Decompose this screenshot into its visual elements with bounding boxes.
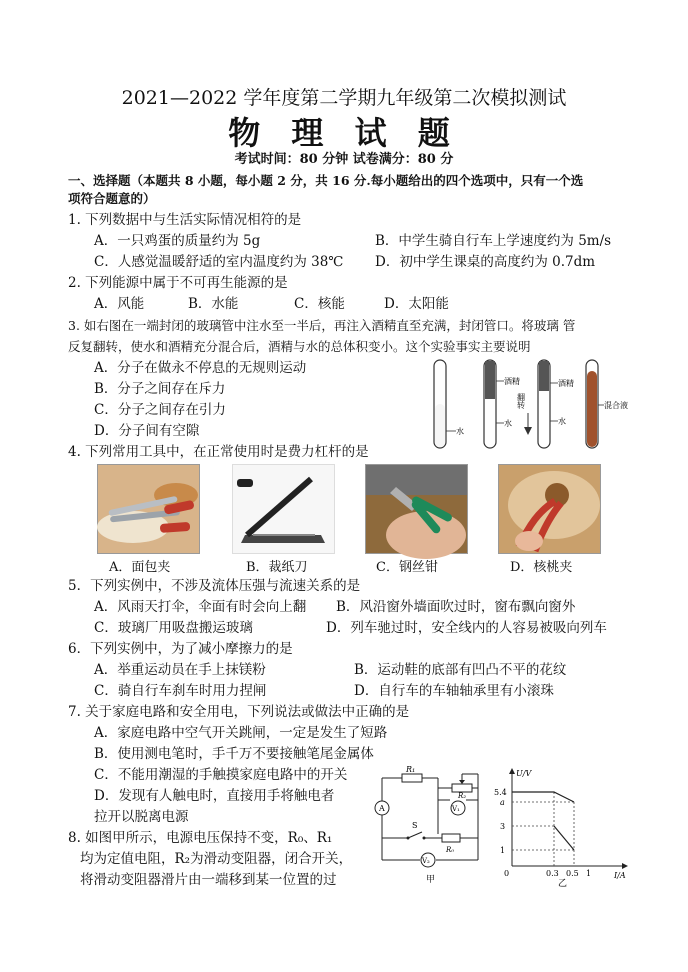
tube3-water-label: 水 [558,417,566,426]
q1-option-d: D．初中学生课桌的高度约为 0.7dm [375,254,596,270]
nutcracker-photo [498,464,601,554]
q2-option-b: B．水能 [188,296,239,312]
q1-option-b: B．中学生骑自行车上学速度约为 5m/s [375,233,612,249]
rheostat-r2 [452,784,472,792]
q5-option-b: B．风沿窗外墙面吹过时，窗布飘向窗外 [336,599,576,615]
q1-option-c: C．人感觉温暖舒适的室内温度约为 38℃ [94,254,344,270]
q5-option-d: D．列车驰过时，安全线内的人容易被吸向列车 [326,620,607,636]
q3-stem-line2: 反复翻转，使水和酒精充分混合后，酒精与水的总体积变小。这个实验事实主要说明 [68,339,531,354]
q2-option-a: A．风能 [94,296,145,312]
q4-option-c: C．钢丝钳 [376,560,438,575]
y-tick-3: 3 [500,822,506,831]
tube-mixture [586,360,628,448]
test-tube-figure [420,355,628,455]
q6-option-b: B．运动鞋的底部有凹凸不平的花纹 [354,662,567,678]
q4-option-a: A．面包夹 [109,560,171,575]
q3-stem-line1: 3. 如右图在一端封闭的玻璃管中注水至一半后，再注入酒精直至充满，封闭管口。将玻璃 管 [68,318,576,333]
q6-stem: 6．下列实例中，为了减小摩擦力的是 [68,641,293,657]
graph-caption: 乙 [558,879,568,889]
resistor-r1 [402,774,422,782]
q7-option-d: D．发现有人触电时，直接用手将触电者 [94,788,335,804]
switch-label: S [412,821,418,830]
q8-line3: 将滑动变阻器滑片由一端移到某一位置的过 [80,872,337,888]
q2-option-c: C．核能 [294,296,345,312]
exam-title: 2021—2022 学年度第二学期九年级第二次模拟测试 [121,87,567,109]
tube3-alcohol-label: 酒精 [558,379,574,388]
q2-option-d: D．太阳能 [384,296,449,312]
q6-option-c: C．骑自行车刹车时用力捏闸 [94,683,267,699]
ammeter-label: A [379,804,385,813]
flip-arrow [517,393,533,435]
q4-option-d: D．核桃夹 [510,560,573,575]
y-tick-a: a [500,798,505,807]
lower-graph-line [554,826,574,850]
y-tick-1: 1 [500,846,506,855]
x-axis-label: I/A [614,871,626,880]
circuit-diagram [372,764,490,886]
resistor-r0 [442,834,460,842]
upper-graph-line [512,792,574,802]
tube2-alcohol-label: 酒精 [504,377,520,386]
q5-stem: 5．下列实例中，不涉及流体压强与流速关系的是 [68,578,361,594]
q6-option-a: A．举重运动员在手上抹镁粉 [94,662,266,678]
exam-meta: 考试时间：80 分钟 试卷满分：80 分 [234,152,454,167]
subject-title: 物 理 试 题 [228,114,460,152]
q4-option-b: B．裁纸刀 [246,560,308,575]
tube1-water-label: 水 [456,427,464,436]
origin-label: 0 [504,869,510,878]
flip-label: 翻转 [516,393,526,409]
circuit-caption: 甲 [426,875,436,885]
q7-stem: 7. 关于家庭电路和安全用电，下列说法或做法中正确的是 [68,704,410,720]
q3-option-c: C．分子之间存在引力 [94,402,226,418]
x-tick-1: 1 [586,869,592,878]
q3-option-d: D．分子间有空隙 [94,423,200,439]
q7-option-c: C．不能用潮湿的手触摸家庭电路中的开关 [94,767,348,783]
u-i-graph [492,764,632,889]
q7-option-b: B．使用测电笔时，手千万不要接触笔尾金属体 [94,746,374,762]
y-tick-5.4: 5.4 [494,788,507,797]
wire-pliers-photo [365,464,468,554]
x-tick-0.3: 0.3 [546,869,559,878]
tube-alcohol-water [484,360,520,448]
bread-tongs-photo [97,464,200,554]
q3-option-b: B．分子之间存在斥力 [94,381,226,397]
q7-option-d-cont: 拉开以脱离电源 [94,809,189,825]
r0-label: R₀ [446,846,455,854]
q5-option-c: C．玻璃厂用吸盘搬运玻璃 [94,620,253,636]
r1-label: R₁ [406,765,416,774]
v1-label: V₁ [452,805,460,813]
section-heading-cont: 项符合题意的） [68,191,156,206]
r2-label: R₂ [458,792,467,800]
section-heading: 一、选择题（本题共 8 小题，每小题 2 分，共 16 分.每小题给出的四个选项中，只有一个选 [68,173,584,188]
q6-option-d: D．自行车的车轴轴承里有小滚珠 [354,683,554,699]
q3-option-a: A．分子在做永不停息的无规则运动 [94,360,307,376]
tube4-mix-label: 混合液 [604,401,628,410]
tube-water-half [434,360,464,448]
v2-label: V₂ [422,857,430,865]
q8-line1: 8. 如图甲所示，电源电压保持不变，R₀、R₁ [68,830,333,846]
y-axis-label: U/V [516,769,532,778]
q1-option-a: A．一只鸡蛋的质量约为 5g [94,233,261,249]
q4-stem: 4. 下列常用工具中，在正常使用时是费力杠杆的是 [68,444,369,460]
q8-line2: 均为定值电阻，R₂为滑动变阻器，闭合开关， [80,851,353,867]
q7-option-a: A．家庭电路中空气开关跳闸，一定是发生了短路 [94,725,388,741]
tube-flipped [538,360,574,448]
paper-cutter-photo [232,464,335,554]
x-tick-0.5: 0.5 [566,869,579,878]
q2-stem: 2. 下列能源中属于不可再生能源的是 [68,275,288,291]
q1-stem: 1. 下列数据中与生活实际情况相符的是 [68,212,302,228]
tube2-water-label: 水 [504,419,512,428]
q5-option-a: A．风雨天打伞，伞面有时会向上翻 [94,599,307,615]
